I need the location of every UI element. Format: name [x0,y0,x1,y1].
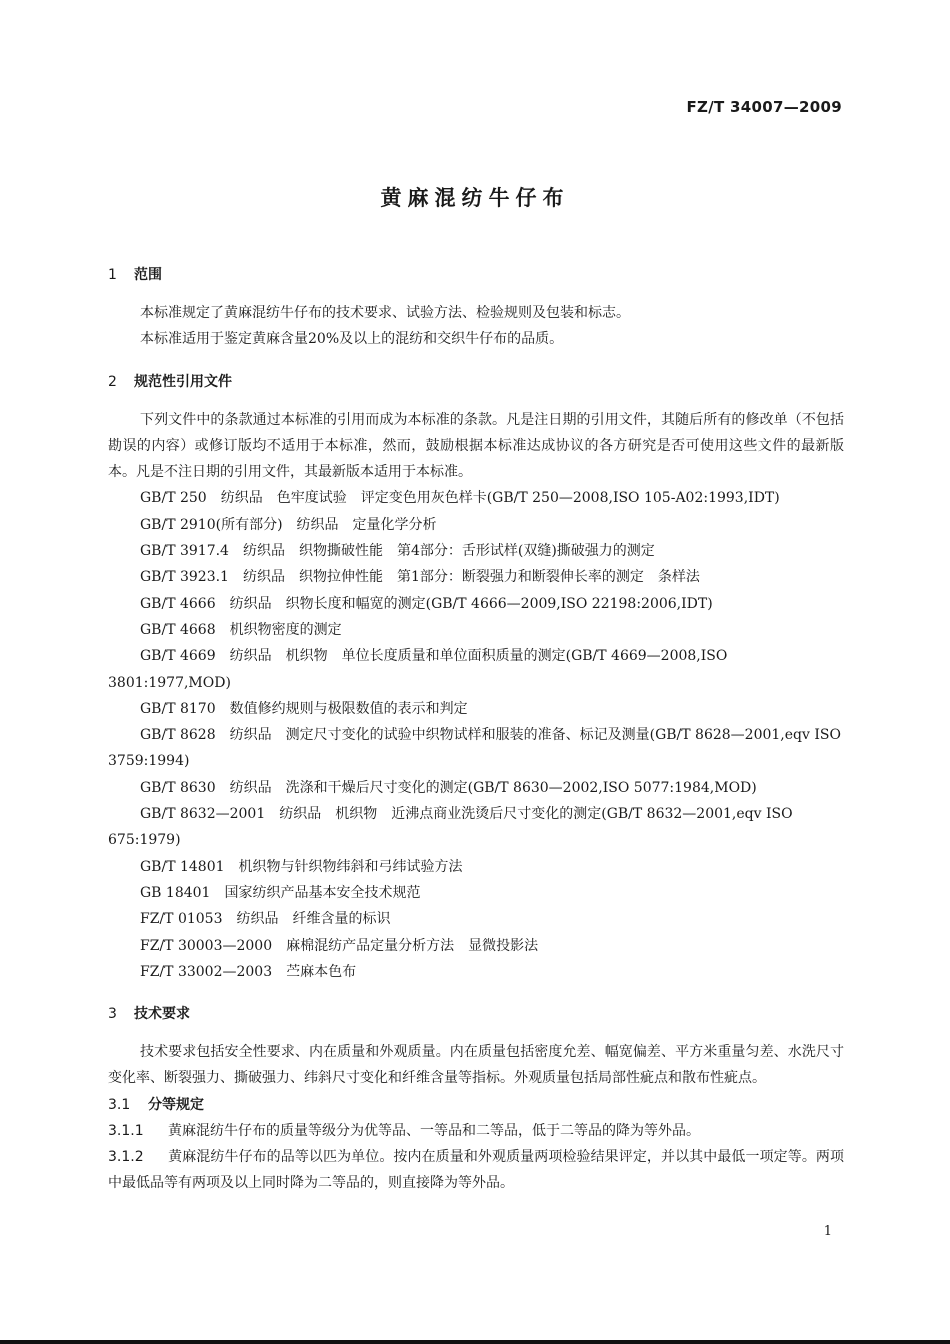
paragraph: 本标准适用于鉴定黄麻含量20%及以上的混纺和交织牛仔布的品质。 [140,331,564,348]
reference-item [108,643,844,696]
reference-item [108,591,844,617]
reference-text: 纺织品 织物长度和幅宽的测定(GB/T 4666—2009,ISO 22198:2006,IDT) [229,595,713,612]
paragraph: 本标准规定了黄麻混纺牛仔布的技术要求、试验方法、检验规则及包装和标志。 [140,305,630,321]
reference-item [108,722,844,775]
reference-item [108,696,844,722]
reference-text: 纺织品 织物拉伸性能 第1部分：断裂强力和断裂伸长率的测定 条样法 [242,569,700,586]
section-title: 范围 [134,267,162,283]
clause-number: 3.1.1 [108,1122,144,1139]
clause [108,1118,844,1144]
paragraph: 技术要求包括安全性要求、内在质量和外观质量。内在质量包括密度允差、幅宽偏差、平方米重量匀差、水洗尺寸变化率、断裂强力、撕破强力、纬斜尺寸变化和纤维含量等指标。外观质量包括局部性疵点和散布性疵点。 [108,1044,844,1087]
reference-text: 国家纺织产品基本安全技术规范 [224,884,421,901]
subsection-heading-grading [108,1092,844,1118]
reference-text: 纺织品 机织物 近沸点商业洗烫后尺寸变化的测定(GB/T 8632—2001,eqv ISO 675:1979) [108,806,793,849]
reference-text: 纺织品 织物撕破性能 第4部分：舌形试样(双缝)撕破强力的测定 [242,543,655,560]
reference-text: 纺织品 定量化学分析 [296,516,437,533]
reference-text: 数值修约规则与极限数值的表示和判定 [229,700,468,717]
reference-code: GB 18401 [140,884,211,901]
reference-item [108,538,844,564]
document-body [108,262,844,1197]
reference-text: 纺织品 测定尺寸变化的试验中织物试样和服装的准备、标记及测量(GB/T 8628—2001,eqv ISO 3759:1994) [108,727,841,770]
reference-item [108,854,844,880]
reference-code: GB/T 3917.4 [140,543,229,560]
clause-text: 黄麻混纺牛仔布的质量等级分为优等品、一等品和二等品，低于二等品的降为等外品。 [168,1122,700,1139]
reference-code: GB/T 4666 [140,595,216,612]
reference-item [108,801,844,854]
reference-item [108,512,844,538]
document-title: 黄麻混纺牛仔布 [380,186,570,210]
reference-code: GB/T 2910(所有部分) [140,516,283,533]
page-number: 1 [823,1224,832,1239]
reference-text: 机织物与针织物纬斜和弓纬试验方法 [238,858,463,875]
reference-code: GB/T 250 [140,490,207,507]
reference-item [108,880,844,906]
reference-item [108,617,844,643]
section-number: 2 [108,373,117,390]
reference-code: FZ/T 01053 [140,911,223,928]
reference-item [108,933,844,959]
subsection-title: 分等规定 [148,1096,204,1113]
reference-text: 苎麻本色布 [286,963,357,980]
section-title: 技术要求 [134,1006,190,1023]
section-heading-scope [108,262,844,288]
reference-item [108,959,844,985]
reference-item [108,485,844,511]
section-heading-technical-requirements [108,1001,844,1027]
reference-code: GB/T 14801 [140,858,225,875]
reference-item [108,775,844,801]
reference-text: 纺织品 纤维含量的标识 [236,911,391,928]
reference-item [108,906,844,932]
reference-text: 纺织品 洗涤和干燥后尺寸变化的测定(GB/T 8630—2002,ISO 5077:1984,MOD) [229,779,757,796]
clause [108,1144,844,1197]
reference-text: 机织物密度的测定 [229,621,342,638]
reference-code: GB/T 4668 [140,621,216,638]
standard-number: FZ/T 34007—2009 [686,98,842,116]
section-heading-normative-references [108,369,844,395]
subsection-number: 3.1 [108,1096,131,1113]
bottom-border [0,1340,950,1344]
reference-code: FZ/T 33002—2003 [140,963,273,980]
section-title: 规范性引用文件 [134,373,232,390]
reference-code: GB/T 4669 [140,648,216,665]
section-number: 1 [108,267,117,283]
section-number: 3 [108,1006,117,1023]
reference-code: GB/T 8632—2001 [140,806,266,823]
reference-code: FZ/T 30003—2000 [140,937,273,954]
reference-code: GB/T 8628 [140,727,216,744]
reference-text: 麻棉混纺产品定量分析方法 显微投影法 [286,937,539,954]
reference-code: GB/T 8170 [140,700,216,717]
reference-text: 纺织品 机织物 单位长度质量和单位面积质量的测定(GB/T 4669—2008,ISO 3801:1977,MOD) [108,648,728,691]
clause-text: 黄麻混纺牛仔布的品等以匹为单位。按内在质量和外观质量两项检验结果评定，并以其中最低一项定等。两项中最低品等有两项及以上同时降为二等品的，则直接降为等外品。 [108,1149,844,1192]
reference-item [108,564,844,590]
reference-code: GB/T 8630 [140,779,216,796]
clause-number: 3.1.2 [108,1149,144,1166]
reference-code: GB/T 3923.1 [140,569,229,586]
reference-text: 纺织品 色牢度试验 评定变色用灰色样卡(GB/T 250—2008,ISO 105-A02:1993,IDT) [220,490,780,507]
paragraph: 下列文件中的条款通过本标准的引用而成为本标准的条款。凡是注日期的引用文件，其随后所有的修改单（不包括勘误的内容）或修订版均不适用于本标准，然而，鼓励根据本标准达成协议的各方研究是否可使用这些文件的最新版本。凡是不注日期的引用文件，其最新版本适用于本标准。 [108,411,844,481]
